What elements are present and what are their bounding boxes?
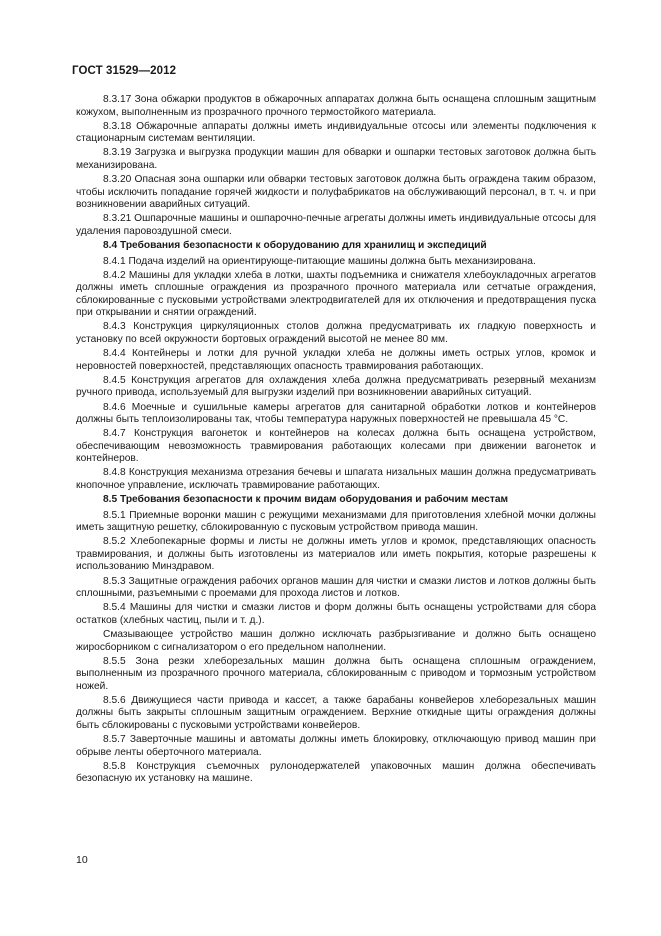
clause-8-5-6: 8.5.6 Движущиеся части привода и кассет, а также барабаны конвейеров хлеборезальных машин должны быть закрыты сплошным защитным ограждением. Верхние откидные щиты ограждения должны быть сблокированы с пусковыми устройствами конвейеров. xyxy=(76,694,596,731)
clause-8-4-7: 8.4.7 Конструкция вагонеток и контейнеров на колесах должна быть оснащена устройством, обеспечивающим невозможность травмирования работающих колесами при движении вагонеток и контейнеров. xyxy=(76,428,596,465)
section-heading-8-4: 8.4 Требования безопасности к оборудованию для хранилищ и экспедиций xyxy=(103,239,487,251)
clause-8-4-1: 8.4.1 Подача изделий на ориентирующе-питающие машины должна быть механизирована. xyxy=(103,255,536,267)
clause-8-5-3: 8.5.3 Защитные ограждения рабочих органов машин для чистки и смазки листов и лотков должны быть сплошными, разъемными с проемами для прохода листов и лотков. xyxy=(76,575,596,600)
clause-8-5-5: 8.5.5 Зона резки хлеборезальных машин должна быть оснащена сплошным ограждением, выполненным из прозрачного прочного материала, сблокированным с приводом и тормозным устройством ножей. xyxy=(76,655,596,692)
clause-8-3-18: 8.3.18 Обжарочные аппараты должны иметь индивидуальные отсосы или элементы подключения к стационарным системам вентиляции. xyxy=(76,120,596,145)
clause-8-5-2: 8.5.2 Хлебопекарные формы и листы не должны иметь углов и кромок, представляющих опасность травмирования, и должны быть изготовлены из материалов или иметь покрытия, которые разрешены к использованию Минздравом. xyxy=(76,536,596,573)
clause-8-5-7: 8.5.7 Заверточные машины и автоматы должны иметь блокировку, отключающую привод машин при обрыве ленты оберточного материала. xyxy=(76,734,596,758)
clause-8-5-1: 8.5.1 Приемные воронки машин с режущими механизмами для приготовления хлебной мочки должны иметь защитную решетку, сблокированную с пусковым устройством привода машин. xyxy=(76,509,596,534)
section-heading-8-5: 8.5 Требования безопасности к прочим видам оборудования и рабочим местам xyxy=(103,494,509,506)
clause-8-5-8: 8.5.8 Конструкция съемочных рулонодержателей упаковочных машин должна обеспечивать безопасную их установку на машине. xyxy=(76,760,596,785)
clause-8-4-6: 8.4.6 Моечные и сушильные камеры агрегатов для санитарной обработки лотков и контейнеров должны быть теплоизолированы так, чтобы температура наружных поверхностей не превышала 45 °С. xyxy=(76,401,596,426)
clause-8-4-8: 8.4.8 Конструкция механизма отрезания бечевы и шпагата низальных машин должна предусматривать кнопочное управление, исключать травмирование работающих. xyxy=(76,467,596,491)
clause-8-5-4: 8.5.4 Машины для чистки и смазки листов и форм должны быть оснащены устройствами для сбора остатков (хлебных частиц, пыли и т. д.). xyxy=(76,602,596,626)
clause-8-3-21: 8.3.21 Ошпарочные машины и ошпарочно-печные агрегаты должны иметь индивидуальные отсосы для удаления паровоздушной смеси. xyxy=(76,213,596,237)
clause-8-3-17: 8.3.17 Зона обжарки продуктов в обжарочных аппаратах должна быть оснащена сплошным защитным кожухом, выполненным из прозрачного прочного термостойкого материала. xyxy=(76,94,596,118)
clause-8-4-4: 8.4.4 Контейнеры и лотки для ручной укладки хлеба не должны иметь острых углов, кромок и неровностей поверхностей, представляющих опасность травмирования работающих. xyxy=(76,348,596,372)
clause-8-5-4-continued: Смазывающее устройство машин должно исключать разбрызгивание и должно быть оснащено жиросборником с сигнализатором о его предельном наполнении. xyxy=(76,628,596,653)
clause-8-3-20: 8.3.20 Опасная зона ошпарки или обварки тестовых заготовок должна быть ограждена таким образом, чтобы исключить попадание горячей жидкости и полуфабрикатов на обслуживающий персонал, в т. ч. и при возникновении аварийных ситуаций. xyxy=(76,174,596,211)
clause-8-4-5: 8.4.5 Конструкция агрегатов для охлаждения хлеба должна предусматривать резервный механизм ручного привода, используемый для выгрузки изделий при возникновении аварийных ситуаций. xyxy=(76,374,596,399)
clause-8-4-2: 8.4.2 Машины для укладки хлеба в лотки, шахты подъемника и снижателя хлебоукладочных агрегатов должны иметь сплошные ограждения из прозрачного прочного материала или сетчатые ограждения, сблокированные с пусковыми устройствами электродвигателей для их отключения и предотвращения пуска при открывании и снятии ограждений. xyxy=(76,269,596,319)
clause-8-3-19: 8.3.19 Загрузка и выгрузка продукции машин для обварки и ошпарки тестовых заготовок должна быть механизирована. xyxy=(76,147,596,171)
standard-header: ГОСТ 31529—2012 xyxy=(72,65,177,77)
document-body xyxy=(76,94,596,788)
page-number: 10 xyxy=(76,854,88,866)
clause-8-4-3: 8.4.3 Конструкция циркуляционных столов должна предусматривать их гладкую поверхность и установку по всей окружности бортовых ограждений высотой не менее 80 мм. xyxy=(76,321,596,345)
